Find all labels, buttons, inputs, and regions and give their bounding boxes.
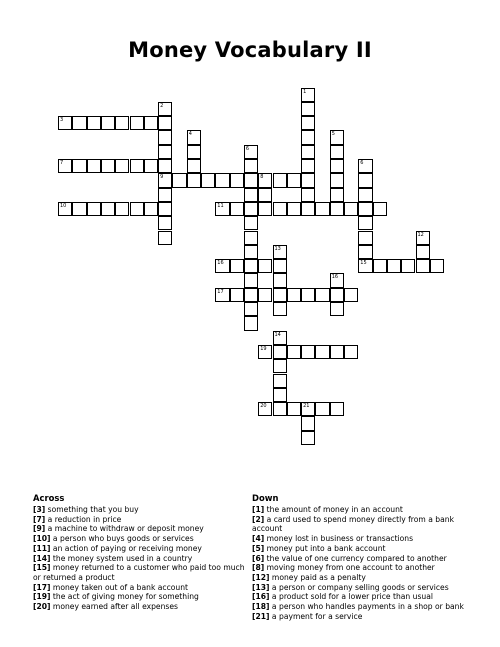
grid-cell[interactable] bbox=[258, 259, 272, 273]
grid-cell[interactable] bbox=[144, 116, 158, 130]
grid-cell[interactable] bbox=[158, 145, 172, 159]
clue-text: money earned after all expenses bbox=[50, 602, 178, 612]
grid-cell[interactable] bbox=[330, 302, 344, 316]
grid-cell[interactable] bbox=[158, 116, 172, 130]
grid-cell[interactable] bbox=[187, 159, 201, 173]
grid-cell[interactable] bbox=[115, 159, 129, 173]
grid-cell[interactable] bbox=[244, 273, 258, 287]
grid-cell[interactable] bbox=[187, 145, 201, 159]
cell-number: 11 bbox=[217, 202, 224, 209]
clue-number: [6] bbox=[252, 553, 265, 563]
grid-cell[interactable] bbox=[273, 259, 287, 273]
cell-number: 7 bbox=[60, 160, 64, 166]
grid-cell[interactable] bbox=[273, 331, 287, 345]
grid-cell[interactable] bbox=[301, 202, 315, 216]
grid-cell[interactable] bbox=[330, 202, 344, 216]
grid-cell[interactable] bbox=[158, 130, 172, 144]
cell-number: 14 bbox=[274, 331, 281, 338]
grid-cell[interactable] bbox=[58, 159, 72, 173]
grid-cell[interactable] bbox=[158, 231, 172, 245]
grid-cell[interactable] bbox=[72, 202, 86, 216]
across-clues bbox=[33, 493, 248, 612]
grid-cell[interactable] bbox=[416, 259, 430, 273]
grid-cell[interactable] bbox=[330, 159, 344, 173]
clue-number: [10] bbox=[33, 534, 51, 544]
grid-cell[interactable] bbox=[358, 188, 372, 202]
cell-number: 10 bbox=[60, 202, 67, 209]
clue-text: the amount of money in an account bbox=[264, 505, 403, 514]
clue-item bbox=[33, 583, 248, 593]
grid-cell[interactable] bbox=[230, 173, 244, 187]
grid-cell[interactable] bbox=[301, 416, 315, 430]
clue-text: a person or company selling goods or services bbox=[269, 582, 449, 592]
grid-cell[interactable] bbox=[244, 288, 258, 302]
grid-cell[interactable] bbox=[387, 259, 401, 273]
grid-cell[interactable] bbox=[315, 288, 329, 302]
grid-cell[interactable] bbox=[358, 216, 372, 230]
clue-number: [5] bbox=[252, 543, 265, 553]
grid-cell[interactable] bbox=[244, 202, 258, 216]
grid-cell[interactable] bbox=[301, 431, 315, 445]
clue-text: the money system used in a country bbox=[50, 553, 193, 563]
grid-cell[interactable] bbox=[230, 288, 244, 302]
grid-cell[interactable] bbox=[158, 202, 172, 216]
grid-cell[interactable] bbox=[201, 173, 215, 187]
clue-number: [8] bbox=[252, 563, 265, 573]
grid-cell[interactable] bbox=[273, 245, 287, 259]
clue-item bbox=[252, 583, 467, 593]
cell-number: 6 bbox=[360, 160, 364, 166]
clue-text: a reduction in price bbox=[45, 514, 122, 524]
clue-text: a product sold for a lower price than usual bbox=[269, 592, 433, 602]
grid-cell[interactable] bbox=[215, 288, 229, 302]
grid-cell[interactable] bbox=[330, 188, 344, 202]
cell-number: 13 bbox=[274, 245, 281, 252]
grid-cell[interactable] bbox=[72, 116, 86, 130]
grid-cell[interactable] bbox=[244, 245, 258, 259]
grid-cell[interactable] bbox=[358, 245, 372, 259]
grid-cell[interactable] bbox=[215, 202, 229, 216]
clue-text: money returned to a customer who paid too much or returned a product bbox=[33, 563, 245, 582]
grid-cell[interactable] bbox=[301, 288, 315, 302]
grid-cell[interactable] bbox=[244, 316, 258, 330]
grid-cell[interactable] bbox=[273, 273, 287, 287]
clue-item bbox=[252, 515, 467, 534]
grid-cell[interactable] bbox=[287, 288, 301, 302]
grid-cell[interactable] bbox=[273, 173, 287, 187]
clue-number: [13] bbox=[252, 582, 270, 592]
grid-cell[interactable] bbox=[258, 402, 272, 416]
grid-cell[interactable] bbox=[187, 173, 201, 187]
grid-cell[interactable] bbox=[258, 288, 272, 302]
clue-text: the act of giving money for something bbox=[50, 592, 199, 602]
grid-cell[interactable] bbox=[373, 202, 387, 216]
grid-cell[interactable] bbox=[330, 345, 344, 359]
grid-cell[interactable] bbox=[244, 159, 258, 173]
cell-number: 1 bbox=[303, 88, 307, 95]
grid-cell[interactable] bbox=[330, 402, 344, 416]
clue-number: [4] bbox=[252, 534, 265, 544]
clue-item bbox=[252, 563, 467, 573]
clue-item bbox=[33, 544, 248, 554]
grid-cell[interactable] bbox=[58, 202, 72, 216]
clue-text: a payment for a service bbox=[269, 611, 363, 621]
clue-number: [11] bbox=[33, 543, 51, 553]
clue-text: money lost in business or transactions bbox=[264, 534, 414, 544]
clue-item bbox=[252, 592, 467, 602]
grid-cell[interactable] bbox=[330, 145, 344, 159]
grid-cell[interactable] bbox=[273, 374, 287, 388]
clue-item bbox=[33, 592, 248, 602]
grid-cell[interactable] bbox=[416, 231, 430, 245]
grid-cell[interactable] bbox=[273, 288, 287, 302]
cell-number: 4 bbox=[188, 131, 192, 138]
grid-cell[interactable] bbox=[87, 202, 101, 216]
grid-cell[interactable] bbox=[344, 288, 358, 302]
grid-cell[interactable] bbox=[158, 159, 172, 173]
grid-cell[interactable] bbox=[158, 102, 172, 116]
cell-number: 8 bbox=[260, 174, 264, 181]
clue-number: [18] bbox=[252, 602, 270, 612]
clue-item bbox=[252, 554, 467, 564]
clue-item bbox=[33, 602, 248, 612]
grid-cell[interactable] bbox=[273, 345, 287, 359]
cell-number: 6 bbox=[245, 145, 250, 152]
cell-number: 19 bbox=[260, 345, 267, 352]
clue-number: [16] bbox=[252, 592, 270, 602]
grid-cell[interactable] bbox=[301, 145, 315, 159]
grid-cell[interactable] bbox=[430, 259, 444, 273]
grid-cell[interactable] bbox=[244, 216, 258, 230]
clue-item bbox=[252, 612, 467, 622]
clue-item bbox=[33, 505, 248, 515]
grid-cell[interactable] bbox=[144, 159, 158, 173]
clue-item bbox=[252, 602, 467, 612]
clue-number: [21] bbox=[252, 611, 270, 621]
grid-cell[interactable] bbox=[115, 202, 129, 216]
clue-text: something that you buy bbox=[45, 505, 139, 514]
cell-number: 2 bbox=[160, 102, 164, 109]
grid-cell[interactable] bbox=[287, 173, 301, 187]
grid-cell[interactable] bbox=[301, 188, 315, 202]
grid-cell[interactable] bbox=[330, 288, 344, 302]
grid-cell[interactable] bbox=[230, 259, 244, 273]
grid-cell[interactable] bbox=[158, 216, 172, 230]
grid-cell[interactable] bbox=[130, 159, 144, 173]
grid-cell[interactable] bbox=[287, 402, 301, 416]
clue-item bbox=[252, 505, 467, 515]
grid-cell[interactable] bbox=[330, 130, 344, 144]
clue-number: [12] bbox=[252, 572, 270, 582]
clue-item bbox=[252, 573, 467, 583]
grid-cell[interactable] bbox=[58, 116, 72, 130]
clue-number: [9] bbox=[33, 524, 46, 534]
grid-cell[interactable] bbox=[358, 159, 372, 173]
grid-cell[interactable] bbox=[273, 302, 287, 316]
cell-number: 15 bbox=[360, 260, 367, 267]
grid-cell[interactable] bbox=[301, 345, 315, 359]
grid-cell[interactable] bbox=[301, 88, 315, 102]
grid-cell[interactable] bbox=[215, 259, 229, 273]
grid-cell[interactable] bbox=[130, 116, 144, 130]
grid-cell[interactable] bbox=[258, 188, 272, 202]
clue-item bbox=[33, 524, 248, 534]
cell-number: 3 bbox=[60, 117, 64, 124]
grid-cell[interactable] bbox=[273, 388, 287, 402]
clue-number: [20] bbox=[33, 602, 51, 612]
grid-cell[interactable] bbox=[258, 202, 272, 216]
grid-cell[interactable] bbox=[244, 173, 258, 187]
grid-cell[interactable] bbox=[101, 116, 115, 130]
clue-text: a machine to withdraw or deposit money bbox=[45, 524, 204, 534]
grid-cell[interactable] bbox=[315, 345, 329, 359]
grid-cell[interactable] bbox=[187, 130, 201, 144]
grid-cell[interactable] bbox=[344, 202, 358, 216]
clue-text: the value of one currency compared to another bbox=[264, 553, 447, 563]
grid-cell[interactable] bbox=[158, 188, 172, 202]
grid-cell[interactable] bbox=[273, 202, 287, 216]
clue-number: [1] bbox=[252, 505, 265, 514]
grid-cell[interactable] bbox=[330, 173, 344, 187]
grid-cell[interactable] bbox=[416, 245, 430, 259]
down-heading: Down bbox=[252, 493, 279, 503]
grid-cell[interactable] bbox=[244, 231, 258, 245]
down-clue-list bbox=[252, 505, 467, 621]
clue-text: a person who buys goods or services bbox=[50, 534, 194, 544]
grid-cell[interactable] bbox=[244, 145, 258, 159]
grid-cell[interactable] bbox=[115, 116, 129, 130]
grid-cell[interactable] bbox=[244, 259, 258, 273]
clue-text: money taken out of a bank account bbox=[50, 582, 189, 592]
grid-cell[interactable] bbox=[244, 302, 258, 316]
grid-cell[interactable] bbox=[258, 345, 272, 359]
grid-cell[interactable] bbox=[158, 173, 172, 187]
grid-cell[interactable] bbox=[215, 173, 229, 187]
clue-number: [17] bbox=[33, 582, 51, 592]
clue-item bbox=[33, 554, 248, 564]
grid-cell[interactable] bbox=[273, 402, 287, 416]
grid-cell[interactable] bbox=[244, 188, 258, 202]
clue-number: [14] bbox=[33, 553, 51, 563]
grid-cell[interactable] bbox=[172, 173, 186, 187]
across-heading: Across bbox=[33, 493, 65, 503]
clue-item bbox=[33, 534, 248, 544]
grid-cell[interactable] bbox=[315, 402, 329, 416]
clue-number: [2] bbox=[252, 514, 265, 524]
grid-cell[interactable] bbox=[258, 173, 272, 187]
cell-number: 21 bbox=[303, 403, 310, 410]
grid-cell[interactable] bbox=[401, 259, 415, 273]
grid-cell[interactable] bbox=[301, 130, 315, 144]
clue-text: money put into a bank account bbox=[264, 543, 386, 553]
cell-number: 16 bbox=[331, 274, 339, 281]
cell-number: 20 bbox=[260, 403, 267, 410]
grid-cell[interactable] bbox=[72, 159, 86, 173]
grid-cell[interactable] bbox=[287, 202, 301, 216]
grid-cell[interactable] bbox=[358, 202, 372, 216]
cell-number: 17 bbox=[217, 288, 224, 295]
grid-cell[interactable] bbox=[301, 159, 315, 173]
grid-cell[interactable] bbox=[287, 345, 301, 359]
grid-cell[interactable] bbox=[87, 116, 101, 130]
cell-number: 9 bbox=[160, 174, 164, 181]
grid-cell[interactable] bbox=[230, 202, 244, 216]
grid-cell[interactable] bbox=[301, 173, 315, 187]
grid-cell[interactable] bbox=[144, 202, 158, 216]
down-clues bbox=[252, 493, 467, 621]
grid-cell[interactable] bbox=[301, 116, 315, 130]
grid-cell[interactable] bbox=[130, 202, 144, 216]
clue-item bbox=[33, 563, 248, 582]
clue-text: an action of paying or receiving money bbox=[50, 543, 202, 553]
grid-cell[interactable] bbox=[301, 102, 315, 116]
clue-number: [7] bbox=[33, 514, 46, 524]
grid-cell[interactable] bbox=[301, 402, 315, 416]
grid-cell[interactable] bbox=[273, 359, 287, 373]
grid-cell[interactable] bbox=[373, 259, 387, 273]
cell-number: 16 bbox=[217, 260, 224, 267]
clue-number: [15] bbox=[33, 563, 51, 573]
grid-cell[interactable] bbox=[358, 231, 372, 245]
clue-item bbox=[252, 544, 467, 554]
grid-cell[interactable] bbox=[101, 159, 115, 173]
clue-text: a card used to spend money directly from a bank account bbox=[252, 514, 454, 534]
grid-cell[interactable] bbox=[358, 259, 372, 273]
across-clue-list bbox=[33, 505, 248, 612]
clue-text: a person who handles payments in a shop or bank bbox=[269, 602, 464, 612]
clue-number: [3] bbox=[33, 505, 46, 514]
grid-cell[interactable] bbox=[358, 173, 372, 187]
clue-item bbox=[33, 515, 248, 525]
cell-number: 12 bbox=[417, 231, 424, 238]
clue-text: moving money from one account to another bbox=[264, 563, 435, 573]
grid-cell[interactable] bbox=[344, 345, 358, 359]
grid-cell[interactable] bbox=[87, 159, 101, 173]
cell-number: 5 bbox=[331, 131, 335, 138]
grid-cell[interactable] bbox=[330, 273, 344, 287]
grid-cell[interactable] bbox=[315, 202, 329, 216]
clue-number: [19] bbox=[33, 592, 51, 602]
clue-text: money paid as a penalty bbox=[269, 572, 366, 582]
grid-cell[interactable] bbox=[101, 202, 115, 216]
clue-item bbox=[252, 534, 467, 544]
puzzle-title: Money Vocabulary II bbox=[128, 38, 372, 62]
